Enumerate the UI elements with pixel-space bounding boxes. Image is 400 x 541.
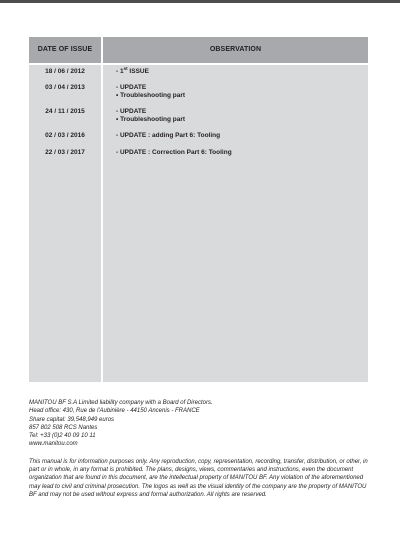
legal-disclaimer: This manual is for information purposes only. Any reproduction, copy, representation, recording, transfer, distribution, or other, in part or in whole, in any format is prohibited. The plans, designs, views, commentaries and instructions, even the document organization that are found in this document, are the intellectual property of MANITOU BF. Any violation of the aforementioned may lead to civil and criminal prosecution. The logos as well as the visual identity of the company are the property of MANITOU BF and may not be used without express and formal authorization. All rights are reserved. — [29, 458, 368, 498]
company-line: 857 802 508 RCS Nantes — [29, 424, 98, 431]
company-line: Share capital: 39,548,949 euros — [29, 416, 115, 423]
issue-date: 03 / 04 / 2013 — [45, 84, 85, 91]
ordinal-suffix: st — [123, 65, 128, 71]
issue-date: 02 / 03 / 2016 — [45, 132, 85, 139]
company-line: Head office: 430, Rue de l'Aubinière - 44150 Ancenis - FRANCE — [29, 408, 200, 415]
observation-text: - UPDATE • Troubleshooting part — [116, 108, 186, 123]
observation-header: OBSERVATION — [209, 46, 262, 53]
company-line: Tel: +33 (0)2 40 09 10 11 — [29, 433, 96, 440]
observation-text: - UPDATE • Troubleshooting part — [116, 84, 186, 99]
issue-date: 24 / 11 / 2015 — [45, 108, 85, 115]
revision-table — [29, 37, 368, 382]
company-line: MANITOU BF S.A Limited liability company with a Board of Directors. — [29, 400, 213, 406]
table-header — [29, 37, 368, 63]
observation-text: - UPDATE : Correction Part 6: Tooling — [116, 149, 232, 156]
observation-text: - 1st ISSUE — [116, 65, 149, 75]
top-border — [0, 0, 400, 3]
date-of-issue-header: DATE OF ISSUE — [37, 46, 93, 53]
observation-text: - UPDATE : adding Part 6: Tooling — [116, 132, 221, 139]
issue-date: 22 / 03 / 2017 — [45, 149, 85, 156]
company-website[interactable]: www.manitou.com — [29, 441, 78, 448]
legal-footer — [29, 399, 374, 499]
issue-date: 18 / 06 / 2012 — [45, 68, 85, 75]
header-divider — [29, 63, 368, 65]
column-divider — [101, 37, 103, 382]
